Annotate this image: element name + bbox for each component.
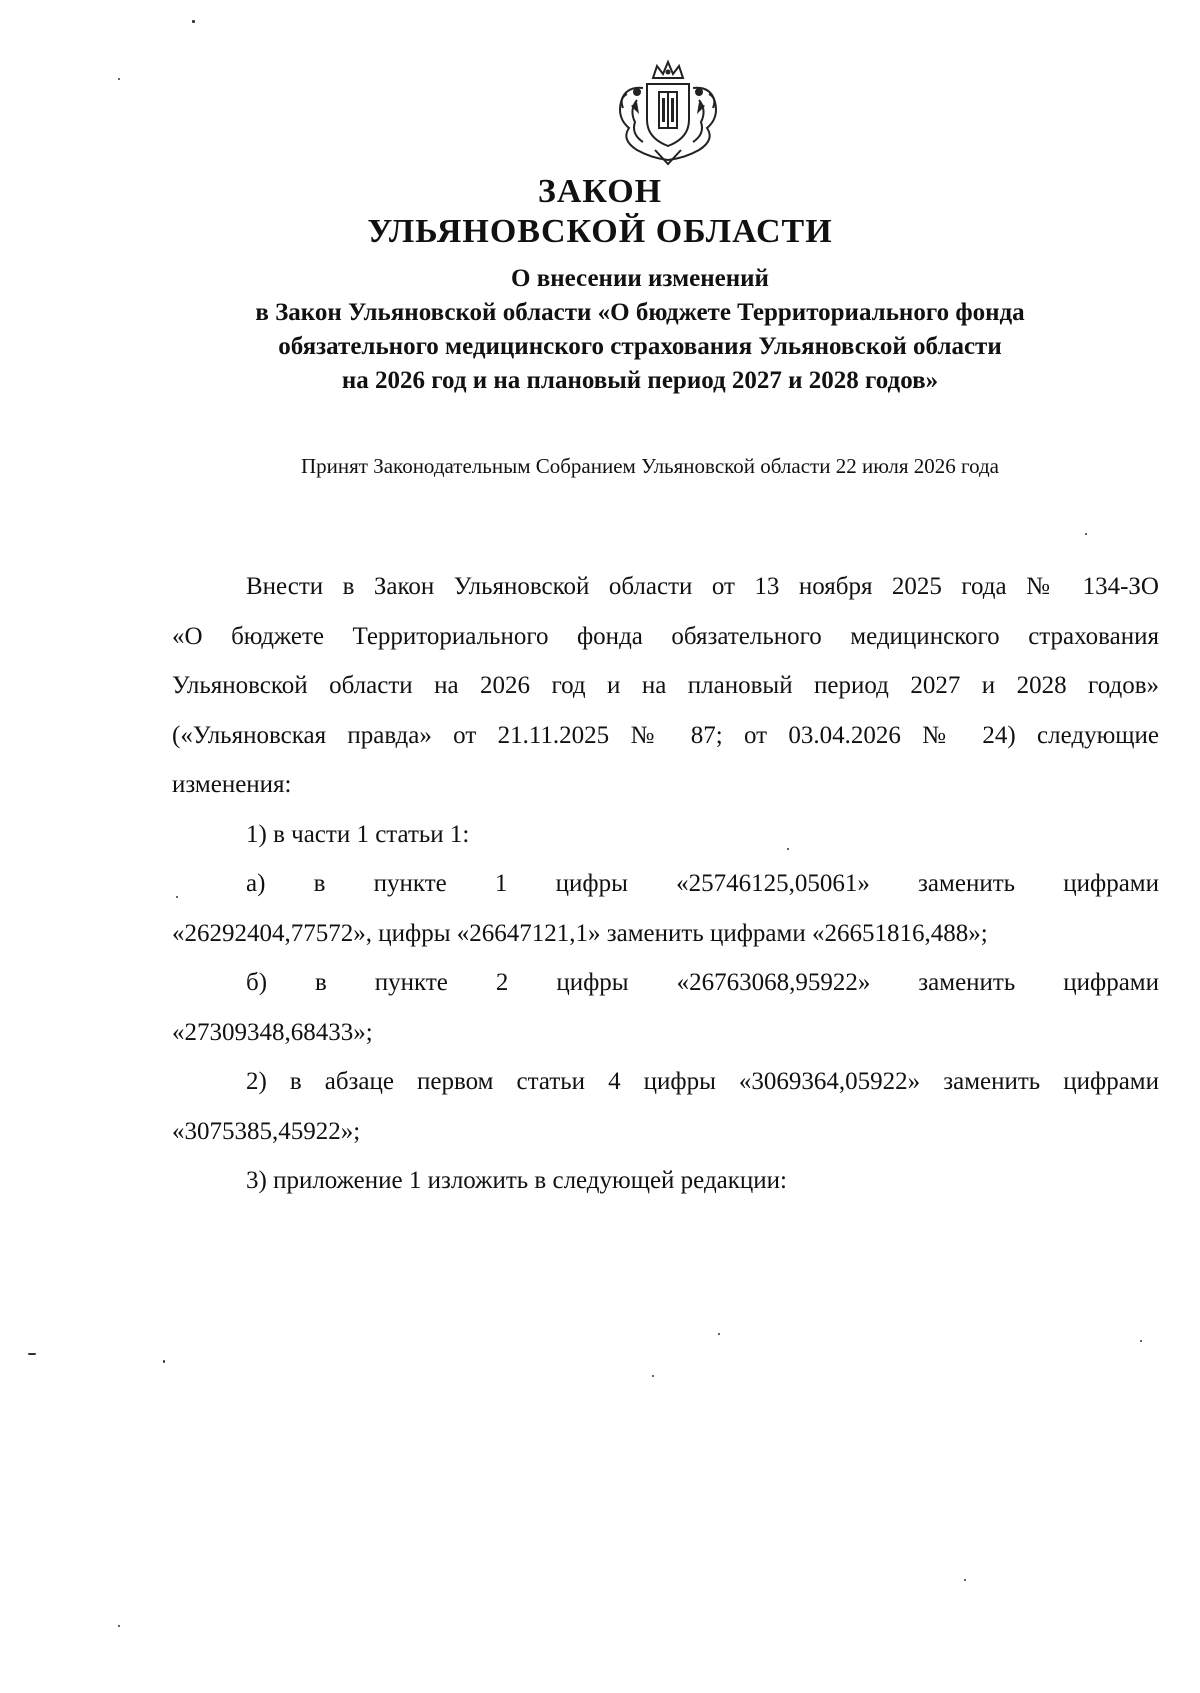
scan-speck bbox=[1140, 1340, 1142, 1342]
subtitle-line: обязательного медицинского страхования Ульяновской области bbox=[278, 333, 1002, 360]
paragraph-line: Внести в Закон Ульяновской области от 13 ноября 2025 года № 134-ЗО bbox=[246, 573, 1159, 600]
subtitle-line: на 2026 год и на плановый период 2027 и 2028 годов» bbox=[341, 367, 939, 394]
list-item-continuation: «26292404,77572», цифры «26647121,1» заменить цифрами «26651816,488»; bbox=[172, 919, 988, 947]
list-item: 1) в части 1 статьи 1: bbox=[246, 820, 470, 848]
list-item: б) в пункте 2 цифры «26763068,95922» заменить цифрами bbox=[246, 969, 1159, 996]
list-item-continuation: «3075385,45922»; bbox=[172, 1117, 361, 1145]
scan-speck bbox=[163, 1360, 165, 1363]
scan-speck bbox=[652, 1375, 654, 1377]
scan-speck bbox=[176, 896, 178, 898]
paragraph-line: «О бюджете Территориального фонда обязательного медицинского страхования bbox=[172, 622, 1159, 650]
paragraph-line: Ульяновской области на 2026 год и на плановый период 2027 и 2028 годов» bbox=[172, 672, 1159, 699]
coat-of-arms-emblem bbox=[607, 58, 729, 168]
scan-speck bbox=[787, 848, 789, 850]
subtitle-line: О внесении изменений bbox=[511, 265, 769, 292]
document-title-line1: ЗАКОН bbox=[537, 173, 663, 210]
scan-speck bbox=[718, 1333, 720, 1335]
scan-speck bbox=[118, 1625, 120, 1627]
adoption-note: Принят Законодательным Собранием Ульяновской области 22 июля 2026 года bbox=[300, 454, 999, 478]
scan-speck bbox=[28, 1353, 36, 1355]
document-body bbox=[172, 562, 1159, 1206]
paragraph-line: изменения: bbox=[172, 771, 292, 798]
paragraph-line: («Ульяновская правда» от 21.11.2025 № 87; от 03.04.2026 № 24) следующие bbox=[172, 721, 1159, 749]
list-item: 3) приложение 1 изложить в следующей редакции: bbox=[246, 1167, 787, 1194]
scan-speck bbox=[964, 1579, 966, 1581]
document-title-line2: УЛЬЯНОВСКОЙ ОБЛАСТИ bbox=[367, 213, 833, 250]
law-subtitle bbox=[160, 262, 1120, 398]
scan-speck bbox=[118, 78, 120, 80]
scan-speck bbox=[1085, 533, 1087, 535]
list-item: а) в пункте 1 цифры «25746125,05061» заменить цифрами bbox=[246, 870, 1159, 897]
scan-speck bbox=[192, 20, 195, 23]
list-item-continuation: «27309348,68433»; bbox=[172, 1018, 373, 1046]
list-item: 2) в абзаце первом статьи 4 цифры «3069364,05922» заменить цифрами bbox=[246, 1068, 1159, 1095]
subtitle-line: в Закон Ульяновской области «О бюджете Территориального фонда bbox=[255, 299, 1025, 326]
